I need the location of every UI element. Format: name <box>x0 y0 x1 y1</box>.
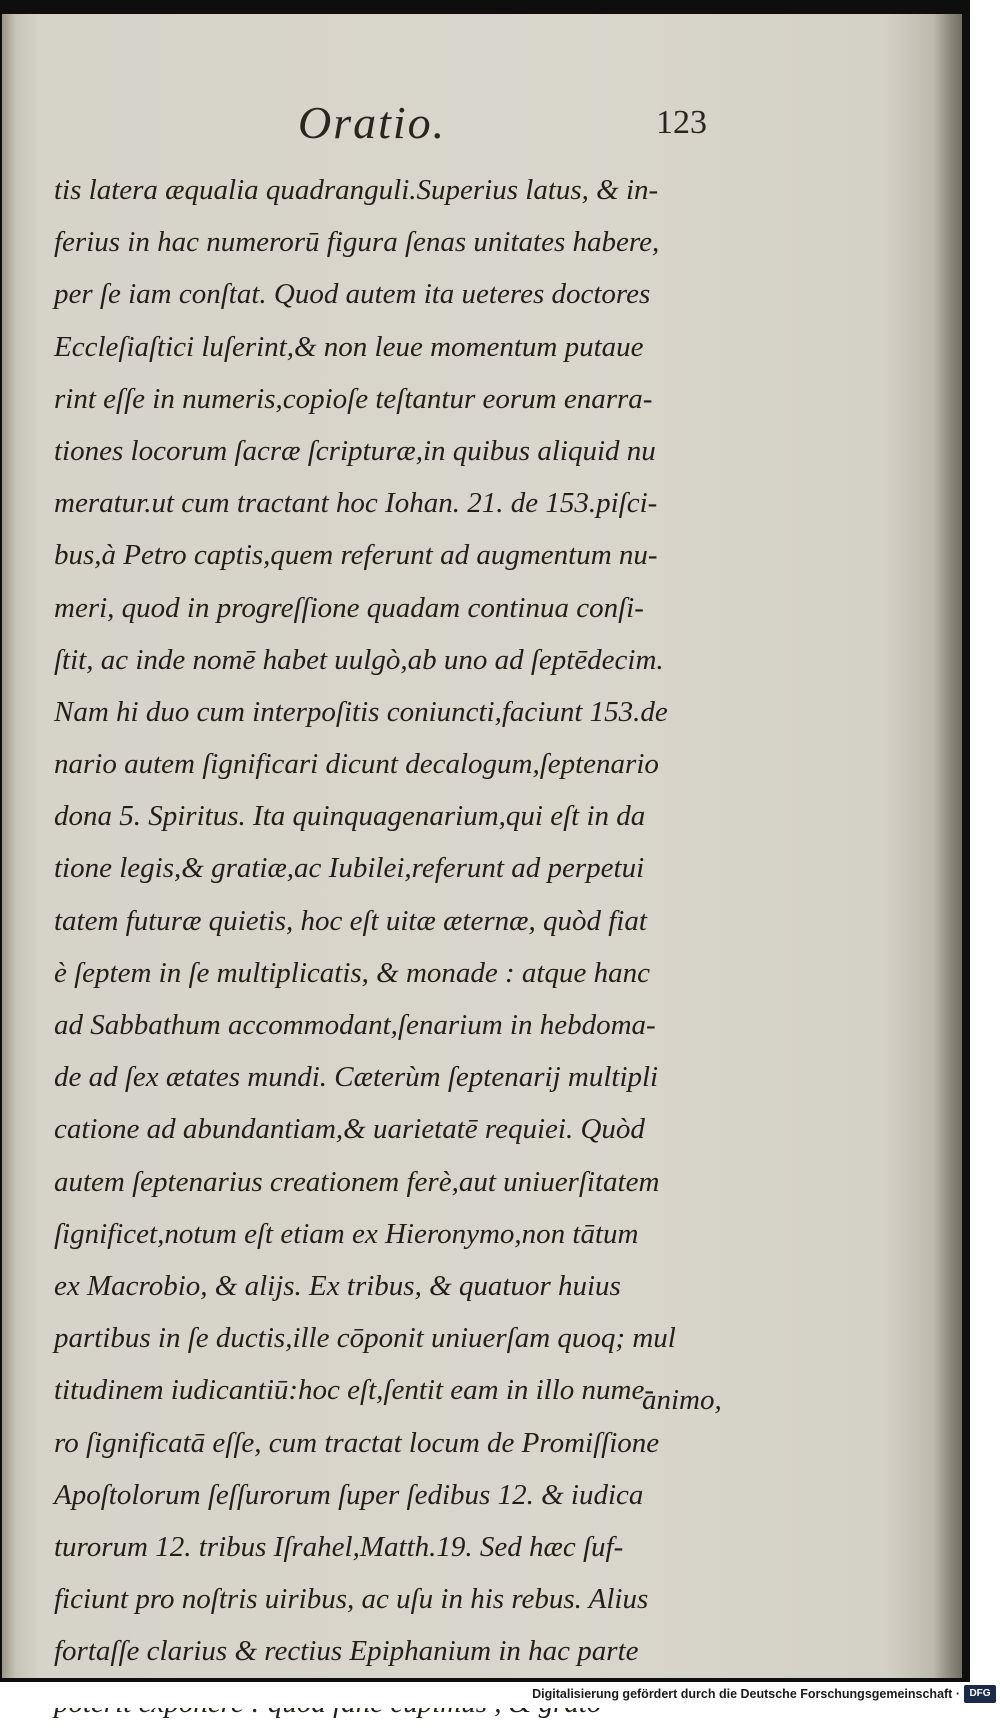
text-line: per ſe iam conſtat. Quod autem ita ueteres doctores <box>54 278 651 311</box>
text-line: ex Macrobio, & alijs. Ex tribus, & quatuor huius <box>54 1269 621 1302</box>
text-line: ro ſignificatā eſſe, cum tractat locum de Promiſſione <box>54 1426 660 1459</box>
page-edge-shadow <box>934 14 962 1678</box>
text-line: partibus in ſe ductis,ille cōponit uniuerſam quoq; mul <box>54 1322 676 1355</box>
text-line: turorum 12. tribus Iſrahel,Matth.19. Sed hæc ſuf- <box>54 1530 624 1563</box>
text-line: catione ad abundantiam,& uarietatē requiei. Quòd <box>54 1113 645 1146</box>
text-line: de ad ſex ætates mundi. Cæterùm ſeptenarij multipli <box>54 1061 659 1094</box>
text-line: titudinem iudicantiū:hoc eſt,ſentit eam in illo nume- <box>54 1374 655 1407</box>
text-line: tiones locorum ſacræ ſcripturæ,in quibus aliquid nu <box>54 434 656 467</box>
text-line: bus,à Petro captis,quem referunt ad augmentum nu- <box>54 539 658 572</box>
page-header <box>2 86 962 176</box>
text-line: meri, quod in progreſſione quadam continua conſi- <box>54 591 644 624</box>
text-line: dona 5. Spiritus. Ita quinquagenarium,qui eſt in da <box>54 800 646 833</box>
dfg-logo: DFG <box>964 1685 996 1703</box>
page-number: 123 <box>656 104 707 141</box>
funding-credit: Digitalisierung gefördert durch die Deutsche Forschungsgemeinschaft · <box>532 1687 960 1701</box>
text-line: autem ſeptenarius creationem ferè,aut uniuerſitatem <box>54 1165 660 1198</box>
text-line: Apoſtolorum ſeſſurorum ſuper ſedibus 12. & iudica <box>54 1478 644 1511</box>
text-line: ſtit, ac inde nomē habet uulgò,ab uno ad ſeptēdecim. <box>54 643 664 676</box>
book-page <box>2 14 962 1678</box>
text-line: Nam hi duo cum interpoſitis coniuncti,faciunt 153.de <box>54 695 668 728</box>
catchword: animo, <box>642 1384 722 1416</box>
text-line: meratur.ut cum tractant hoc Iohan. 21. de 153.piſci- <box>54 487 658 520</box>
text-line: tatem futuræ quietis, hoc eſt uitæ æternæ, quòd fiat <box>54 904 647 937</box>
text-line: tis latera æqualia quadranguli.Superius latus, & in- <box>54 174 659 206</box>
digitization-footer <box>0 1682 1000 1708</box>
text-line: ficiunt pro noſtris uiribus, ac uſu in his rebus. Alius <box>54 1583 649 1616</box>
text-line: Eccleſiaſtici luſerint,& non leue momentum putaue <box>54 330 644 363</box>
running-head: Oratio. <box>298 97 447 148</box>
text-line: tione legis,& gratiæ,ac Iubilei,referunt ad perpetui <box>54 852 645 885</box>
body-text <box>54 164 754 1730</box>
text-line: nario autem ſignificari dicunt decalogum,ſeptenario <box>54 748 659 781</box>
text-line: è ſeptem in ſe multiplicatis, & monade : atque hanc <box>54 956 650 989</box>
text-line: ſignificet,notum eſt etiam ex Hieronymo,non tātum <box>54 1217 639 1250</box>
text-line: ferius in hac numerorū figura ſenas unitates habere, <box>54 226 660 259</box>
text-line: ad Sabbathum accommodant,ſenarium in hebdoma- <box>54 1009 656 1041</box>
text-line: fortaſſe clarius & rectius Epiphanium in hac parte <box>54 1635 639 1668</box>
text-line: rint eſſe in numeris,copioſe teſtantur eorum enarra- <box>54 382 653 415</box>
